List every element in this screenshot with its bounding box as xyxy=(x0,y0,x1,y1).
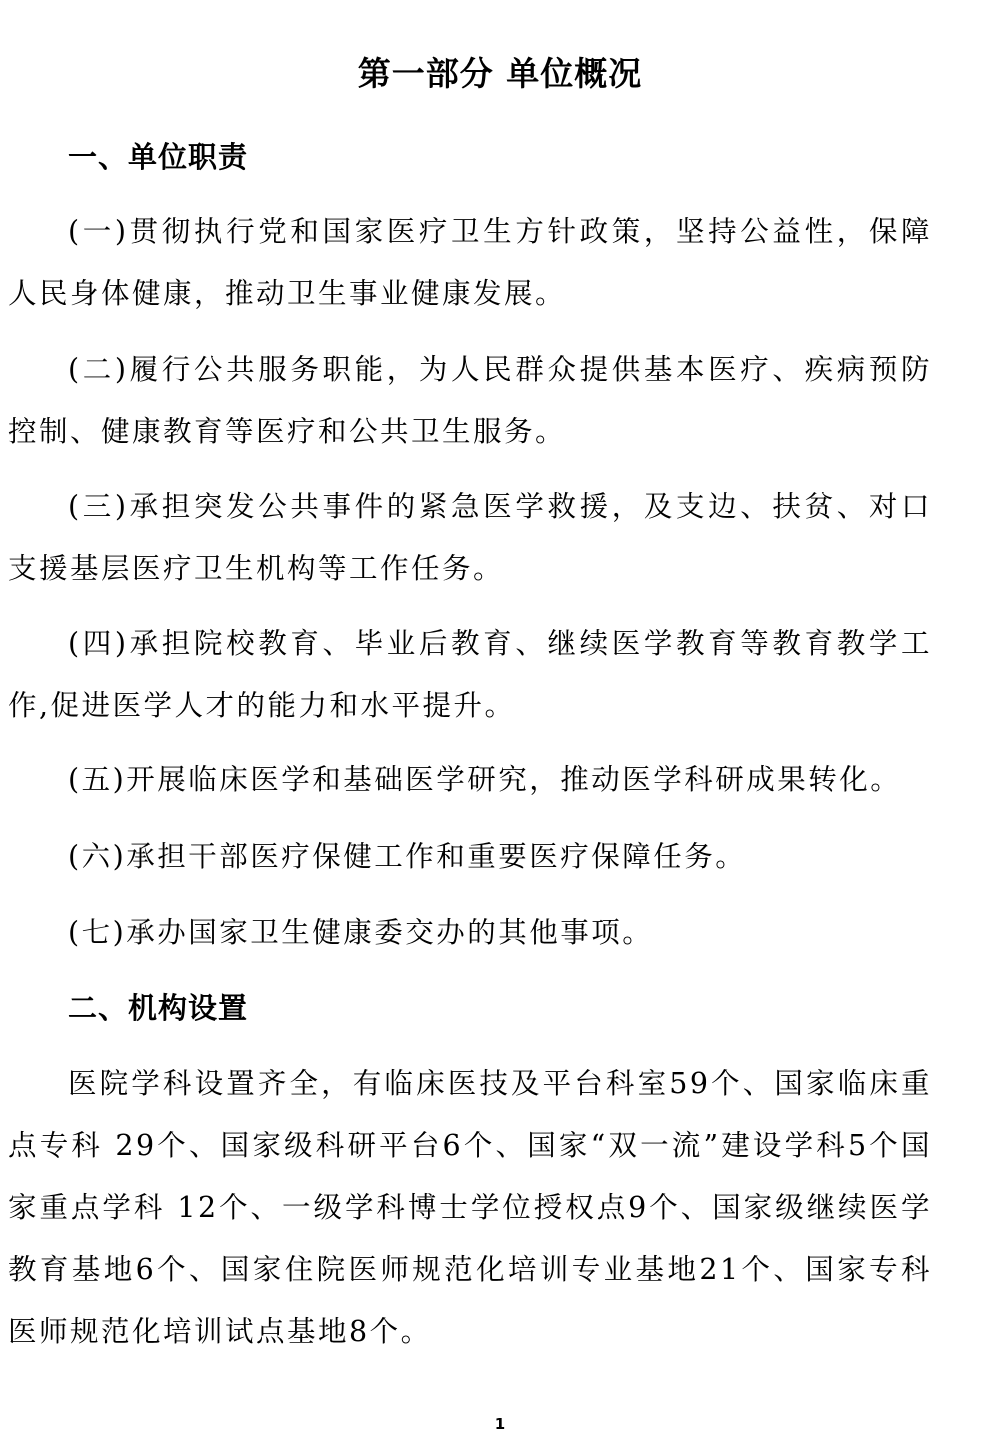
paragraph-responsibility-1: (一)贯彻执行党和国家医疗卫生方针政策，坚持公益性，保障人民身体健康，推动卫生事业健康发展。 xyxy=(8,215,932,310)
section-heading-organization: 二、机构设置 xyxy=(68,991,249,1025)
paragraph-responsibility-5: (五)开展临床医学和基础医学研究，推动医学科研成果转化。 xyxy=(68,763,902,796)
paragraph-responsibility-4: (四)承担院校教育、毕业后教育、继续医学教育等教育教学工作,促进医学人才的能力和水平提升。 xyxy=(8,627,932,722)
paragraph-responsibility-2: (二)履行公共服务职能，为人民群众提供基本医疗、疾病预防控制、健康教育等医疗和公共卫生服务。 xyxy=(8,353,932,448)
page-number: 1 xyxy=(494,1415,506,1433)
paragraph-organization: 医院学科设置齐全，有临床医技及平台科室59个、国家临床重点专科 29个、国家级科研平台6个、国家“双一流”建设学科5个国家重点学科 12个、一级学科博士学位授权点9个、国家级继续医学教育基地6个、国家住院医师规范化培训专业基地21个、国家专科医师规范化培训试点基地8个。 xyxy=(8,1067,932,1348)
section-heading-responsibilities: 一、单位职责 xyxy=(68,140,249,174)
paragraph-responsibility-3: (三)承担突发公共事件的紧急医学救援，及支边、扶贫、对口支援基层医疗卫生机构等工作任务。 xyxy=(8,490,932,585)
paragraph-responsibility-7: (七)承办国家卫生健康委交办的其他事项。 xyxy=(68,916,654,949)
page-title: 第一部分 单位概况 xyxy=(357,54,643,93)
paragraph-responsibility-6: (六)承担干部医疗保健工作和重要医疗保障任务。 xyxy=(68,840,747,873)
